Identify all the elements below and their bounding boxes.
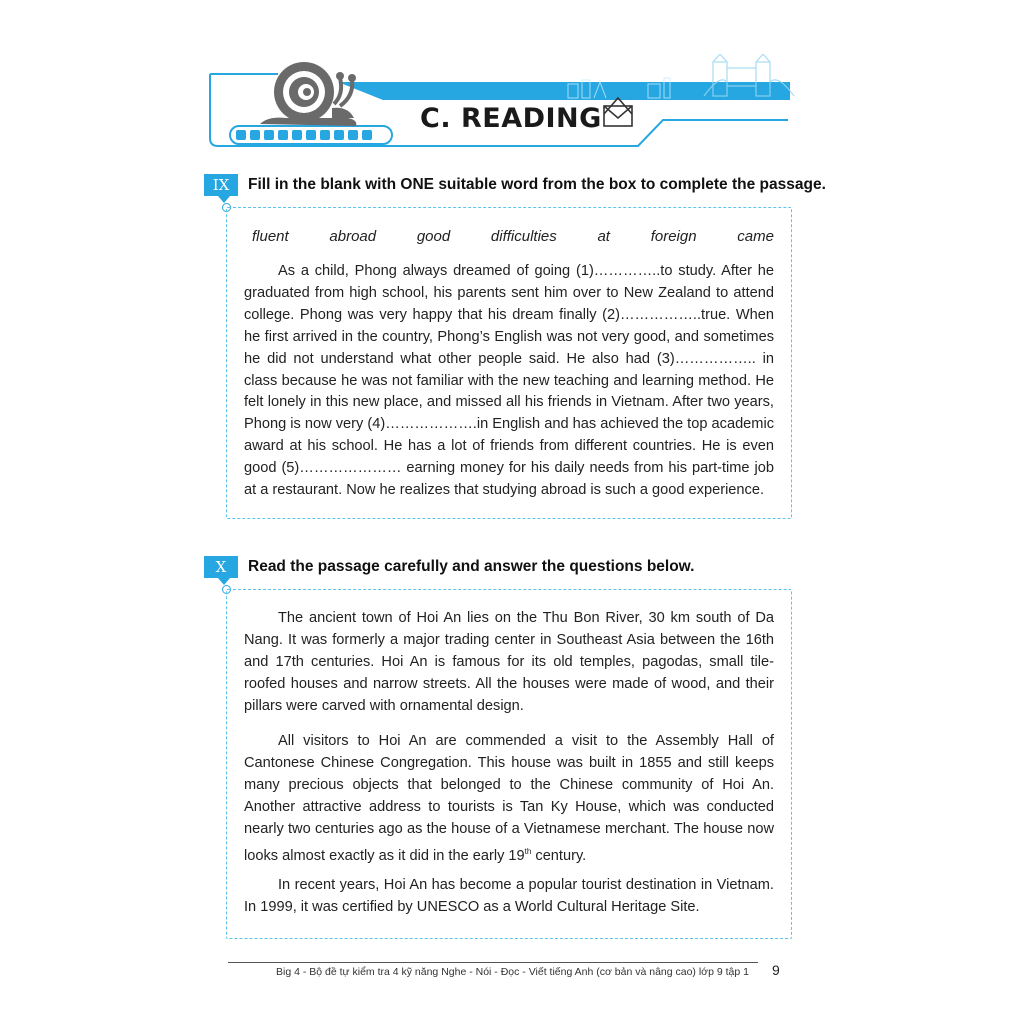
passage-x-paragraph-2 <box>244 731 774 867</box>
word-bank-item: difficulties <box>490 228 557 245</box>
word-bank-item: came <box>737 228 774 245</box>
word-bank <box>252 228 774 245</box>
snail-icon <box>260 62 356 126</box>
section-title: C. READING <box>420 103 602 134</box>
paragraph-3-text: In recent years, Hoi An has become a popular tourist destination in Vietnam. In 1999, it was certified by UNESCO as a World Cultural Heritage Site. <box>244 877 774 915</box>
word-bank-item: fluent <box>252 228 289 245</box>
instruction-x: Read the passage carefully and answer the questions below. <box>248 558 695 575</box>
section-badge-ix: IX <box>204 174 238 196</box>
passage-x-paragraph-1 <box>244 608 774 718</box>
passage-x-paragraph-3 <box>244 875 774 919</box>
passage-ix <box>244 261 774 502</box>
footer-divider <box>228 962 758 963</box>
passage-ix-text: As a child, Phong always dreamed of going (1)…………..to study. After he graduated from high school, his parents sent him over to New Zealand to attend college. Phong was very happy that his dream finally (2)……………..true. When he first arrived in the country, Phong’s English was not very good, and sometimes he did not understand what other people said. He also had (3)…………….. in class because he was not familiar with the new teaching and learning method. He felt lonely in this new place, and missed all his friends in Vietnam. After two years, Phong is now very (4)……………….in English and has achieved the top academic award at his school. He has a lot of friends from different countries. He is even good (5)………………… earning money for his daily needs from his part-time job at a restaurant. Now he realizes that studying abroad is such a good experience. <box>244 263 774 499</box>
footer-book-title: Big 4 - Bộ đề tự kiểm tra 4 kỹ năng Nghe - Nói - Đọc - Viết tiếng Anh (cơ bản và nâng cao) lớp 9 tập 1 <box>276 966 749 978</box>
instruction-ix: Fill in the blank with ONE suitable word from the box to complete the passage. <box>248 176 826 193</box>
section-badge-x: X <box>204 556 238 578</box>
paragraph-1-text: The ancient town of Hoi An lies on the Thu Bon River, 30 km south of Da Nang. It was formerly a major trading center in Southeast Asia between the 16th and 17th centuries. Hoi An is famous for its old temples, pagodas, small tile-roofed houses and narrow streets. All the houses were made of wood, and their pillars were carved with ornamental design. <box>244 610 774 714</box>
page-number: 9 <box>772 962 780 978</box>
word-bank-item: abroad <box>329 228 377 245</box>
word-bank-item: at <box>597 228 610 245</box>
word-bank-item: good <box>416 228 451 245</box>
paragraph-2-text: All visitors to Hoi An are commended a visit to the Assembly Hall of Cantonese Chinese Congregation. This house was built in 1855 and still keeps many precious objects that belonged to the Chinese community of Hoi An. Another attractive address to tourists is Tan Ky House, which was conducted nearly two centuries ago as the house of a Vietnamese merchant. The house now looks almost exactly as it did in the early 19 <box>244 733 774 864</box>
paragraph-2-end: century. <box>531 847 587 864</box>
superscript-th: th <box>524 846 532 856</box>
word-bank-item: foreign <box>650 228 697 245</box>
